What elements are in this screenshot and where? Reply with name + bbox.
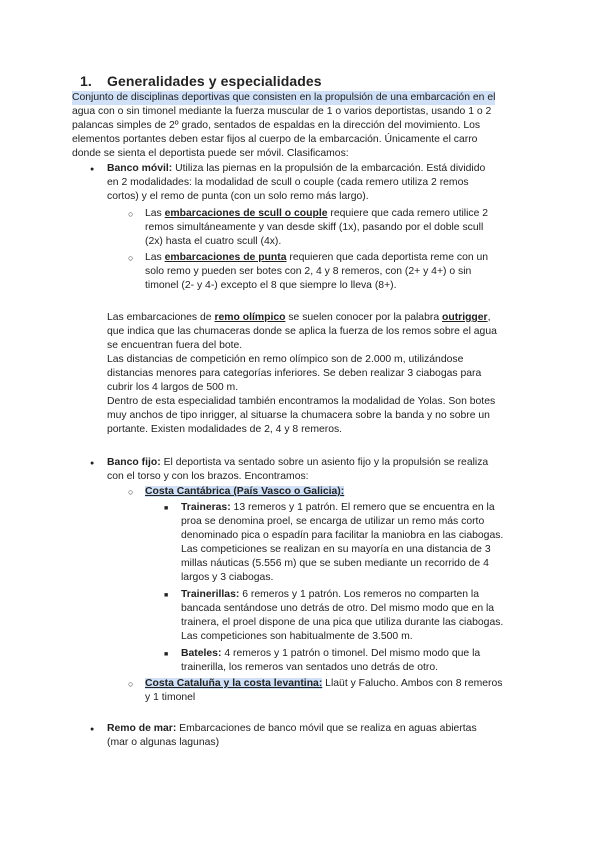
punta-line: timonel (2- y 4-) excepto el 8 que siempre lo lleva (8+). [145, 280, 397, 291]
cataluna-line [145, 677, 502, 691]
bateles-line [181, 647, 480, 661]
punta-text: requieren que cada deportista reme con un [286, 252, 489, 263]
bateles-label: Bateles: [181, 648, 222, 659]
trainerillas-line: trainera, el proel dispone de una pica que utiliza durante las ciabogas. [181, 617, 504, 628]
bullet-square [164, 501, 168, 516]
banco-movil-line [107, 162, 485, 176]
scull-line: remos simultáneamente y van desde skiff (1x), pasando por el doble scull [145, 222, 484, 233]
scull-term: embarcaciones de scull o couple [164, 208, 328, 219]
bateles-line: trainerilla, los remeros van sentados uno detrás de otro. [181, 662, 439, 673]
punta-term: embarcaciones de punta [164, 252, 287, 263]
intro-line: donde se sienta el deportista puede ser móvil. Clasificamos: [72, 148, 349, 159]
trainerillas-line: bancada sentándose uno detrás de otro. Del mismo modo que en la [181, 603, 495, 614]
olimpico-term: remo olímpico [214, 312, 286, 323]
remo-mar-label: Remo de mar: [107, 723, 177, 734]
banco-movil-text: Utiliza las piernas en la propulsión de la embarcación. Está dividido [172, 163, 486, 174]
olimpico-line [107, 311, 491, 325]
bullet-disc [90, 456, 94, 471]
bullet-circle [128, 677, 133, 692]
intro-line: Conjunto de disciplinas deportivas que consisten en la propulsión de una embarcación en el [72, 91, 495, 105]
heading-title: Generalidades y especialidades [107, 73, 322, 89]
traineras-line: denominado pica o espadín para facilitar la maniobra en las ciabogas. [181, 530, 504, 541]
banco-fijo-line [107, 456, 488, 470]
bullet-circle [128, 251, 133, 266]
traineras-line: millas náuticas (5.556 m) que se suben mediante un recorrido de 4 [181, 558, 489, 569]
trainerillas-line: Las competiciones son habitualmente de 3.500 m. [181, 631, 413, 642]
bullet-circle [128, 485, 133, 500]
cataluna-text: Llaüt y Falucho. Ambos con 8 remeros [322, 678, 503, 689]
olimpico-line: se encuentran fuera del bote. [107, 340, 243, 351]
cataluna-line: y 1 timonel [145, 692, 196, 703]
trainerillas-label: Trainerillas: [181, 589, 240, 600]
olimpico-line: cubrir los 4 largos de 500 m. [107, 382, 239, 393]
bullet-circle [128, 207, 133, 222]
punta-line: solo remo y pueden ser botes con 2, 4 y 8 remeros, con (2+ y 4+) o sin [145, 266, 472, 277]
trainerillas-text: 6 remeros y 1 patrón. Los remeros no comparten la [239, 589, 480, 600]
intro-line: agua con o sin timonel mediante la fuerza muscular de 1 o varios deportistas, usando 1 o 2 [72, 106, 492, 117]
cataluna-title: Costa Cataluña y la costa levantina: [145, 678, 323, 689]
bullet-disc [90, 162, 94, 177]
traineras-text: 13 remeros y 1 patrón. El remero que se encuentra en la [230, 502, 495, 513]
punta-line [145, 251, 488, 265]
olimpico-text: se suelen conocer por la palabra [285, 312, 442, 323]
olimpico-line: muy anchos de tipo inrigger, al situarse la chumacera sobre la banda y no sobre un [107, 410, 490, 421]
heading-number: 1. [80, 73, 92, 89]
traineras-line: largos y 3 ciabogas. [181, 572, 274, 583]
olimpico-line: distancias menores para categorías inferiores. Se deben realizar 3 ciabogas para [107, 368, 482, 379]
bullet-square [164, 588, 168, 603]
trainerillas-line [181, 588, 479, 602]
traineras-line: proa se denomina proel, se encarga de utilizar un remo más corto [181, 516, 485, 527]
scull-text: requiere que cada remero utilice 2 [327, 208, 489, 219]
intro-line: palancas simples de 2º grado, sentados de espaldas en la dirección del movimiento. Los [72, 120, 481, 131]
banco-movil-line: en 2 modalidades: la modalidad de scull o couple (cada remero utiliza 2 remos [107, 177, 469, 188]
intro-line: elementos portantes deben estar fijos al cuerpo de la embarcación. Únicamente el carro [72, 134, 478, 145]
banco-fijo-text: El deportista va sentado sobre un asiento fijo y la propulsión se realiza [160, 457, 489, 468]
scull-line: (2x) hasta el cuatro scull (4x). [145, 236, 282, 247]
section-heading [80, 73, 322, 89]
cantabrica-title-line [145, 485, 344, 499]
banco-fijo-line: con el torso y con los brazos. Encontramos: [107, 471, 309, 482]
bullet-square [164, 647, 168, 662]
punta-pre: Las [145, 252, 165, 263]
banco-fijo-label: Banco fijo: [107, 457, 161, 468]
bullet-disc [90, 722, 94, 737]
banco-movil-line: cortos) y el remo de punta (con un solo remo más largo). [107, 191, 369, 202]
scull-line [145, 207, 488, 221]
remo-mar-line: (mar o algunas lagunas) [107, 737, 220, 748]
traineras-label: Traineras: [181, 502, 231, 513]
outrigger-term: outrigger [442, 312, 488, 323]
olimpico-text: , [487, 312, 491, 323]
scull-pre: Las [145, 208, 165, 219]
traineras-line: Las competiciones se realizan en su mayoría en una distancia de 3 [181, 544, 491, 555]
cantabrica-title: Costa Cantábrica (País Vasco o Galicia): [145, 486, 345, 497]
olimpico-line: portante. Existen modalidades de 2, 4 y 8 remeros. [107, 424, 343, 435]
olimpico-line: Dentro de esta especialidad también encontramos la modalidad de Yolas. Son botes [107, 396, 496, 407]
remo-mar-line [107, 722, 477, 736]
bateles-text: 4 remeros y 1 patrón o timonel. Del mismo modo que la [221, 648, 481, 659]
olimpico-line: Las distancias de competición en remo olímpico son de 2.000 m, utilizándose [107, 354, 464, 365]
banco-movil-label: Banco móvil: [107, 163, 173, 174]
olimpico-text: Las embarcaciones de [107, 312, 215, 323]
olimpico-line: que indica que las chumaceras donde se aplica la fuerza de los remos sobre el agua [107, 326, 497, 337]
remo-mar-text: Embarcaciones de banco móvil que se realiza en aguas abiertas [176, 723, 477, 734]
traineras-line [181, 501, 495, 515]
